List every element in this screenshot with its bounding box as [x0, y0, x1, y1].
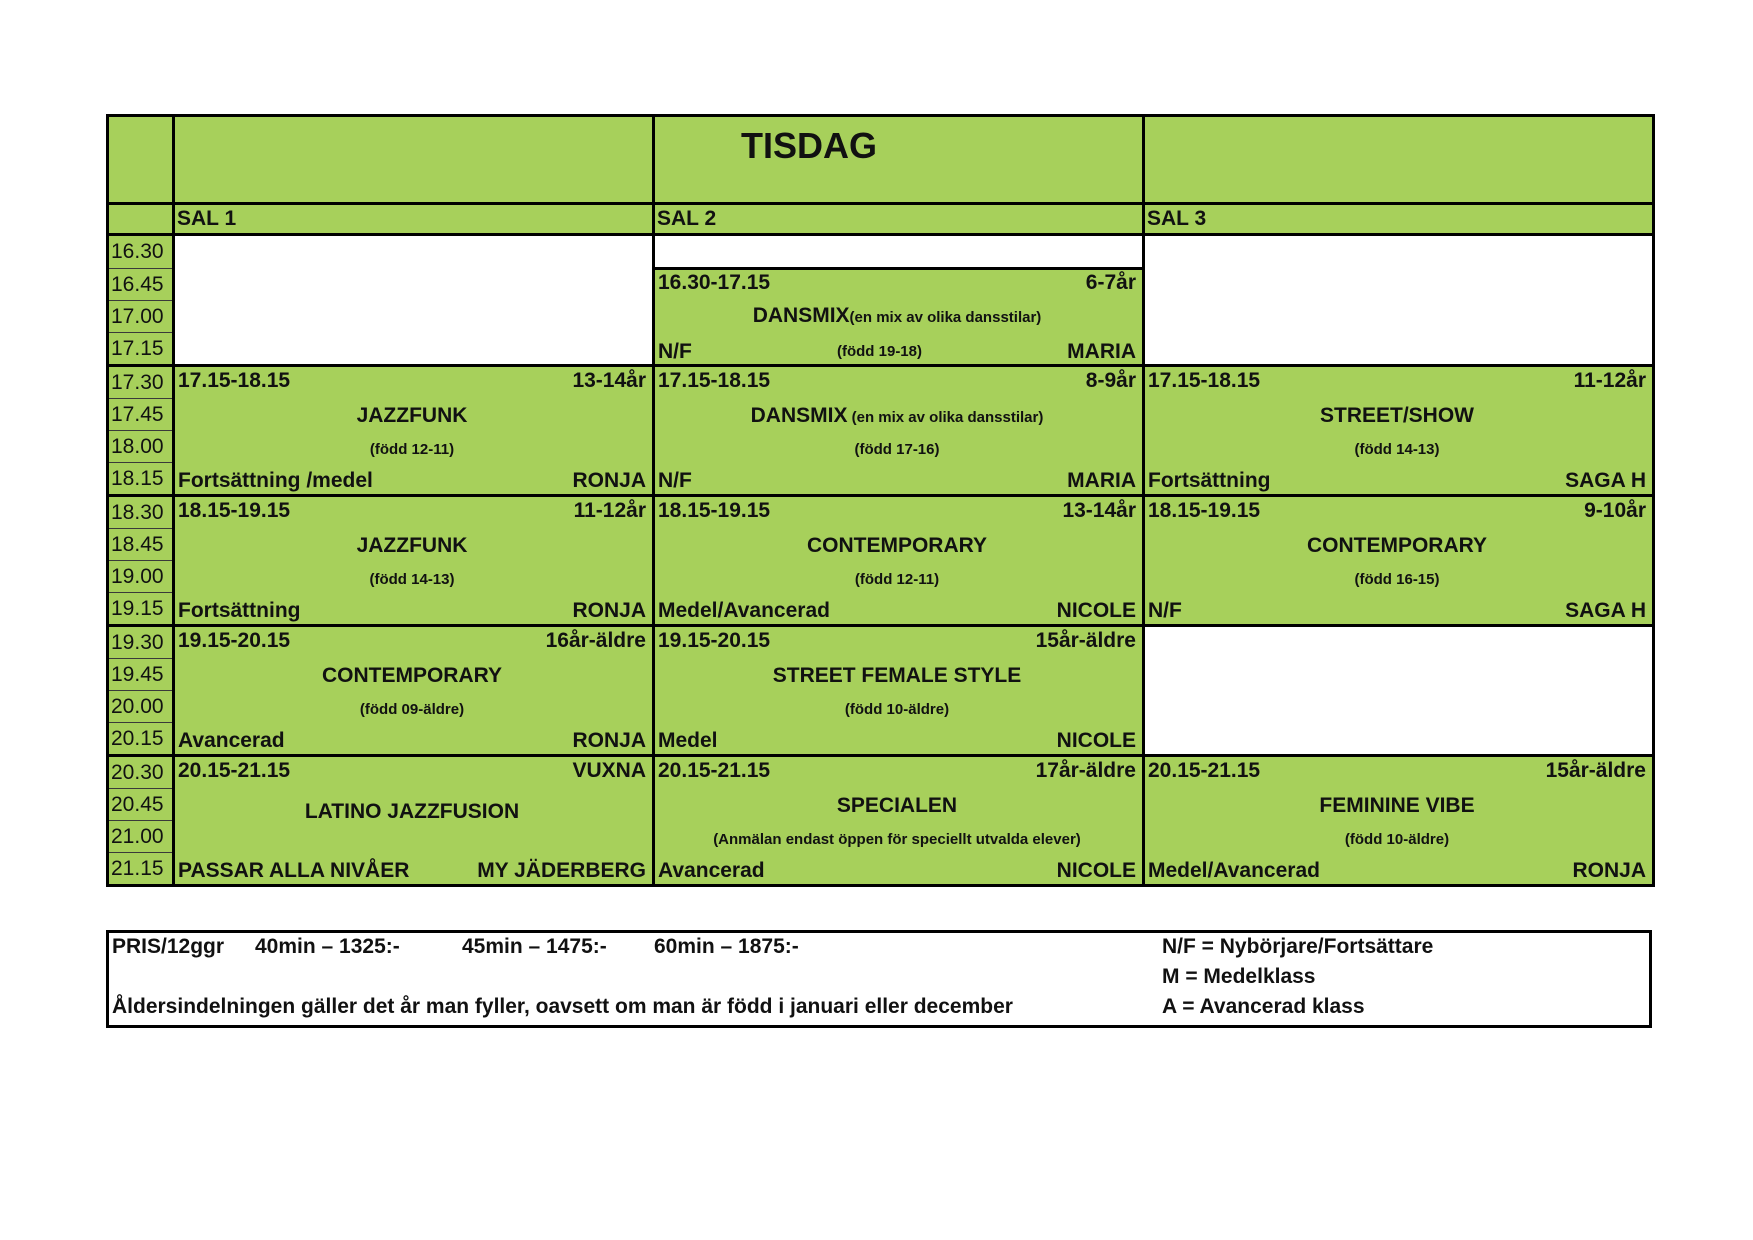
time-cell: 16.45 [108, 269, 174, 301]
time-cell: 19.45 [108, 659, 174, 691]
class-time: 18.15-19.15 [178, 498, 291, 522]
class-cell-sal1 [174, 496, 654, 626]
class-cell-sal2 [654, 366, 1144, 496]
class-name: DANSMIX [750, 403, 848, 427]
class-level: N/F [658, 339, 692, 363]
class-level: PASSAR ALLA NIVÅER [178, 858, 410, 882]
class-age: 9-10år [1584, 498, 1646, 522]
class-teacher: NICOLE [1056, 728, 1136, 752]
class-time: 19.15-20.15 [658, 628, 771, 652]
class-teacher: RONJA [572, 468, 646, 492]
price-40min: 40min – 1325:- [255, 935, 400, 958]
class-time: 17.15-18.15 [658, 368, 771, 392]
price-60min: 60min – 1875:- [654, 935, 799, 958]
class-name-note: (en mix av olika dansstilar) [849, 309, 1042, 326]
class-level: Avancerad [658, 858, 765, 882]
class-cell-sal3 [1144, 366, 1654, 496]
legend-m: M = Medelklass [1162, 965, 1316, 988]
class-born: (född 19-18) [836, 342, 922, 360]
page-title: TISDAG [741, 124, 878, 166]
class-born: (född 12-11) [854, 570, 940, 588]
class-age: 11-12år [1573, 368, 1646, 392]
class-level: Avancerad [178, 728, 285, 752]
class-born: (född 12-11) [369, 440, 455, 458]
class-cell-sal2 [654, 756, 1144, 886]
hall-header-sal2: SAL 2 [654, 204, 1144, 235]
class-cell-sal2 [654, 496, 1144, 626]
time-cell: 17.15 [108, 333, 174, 366]
class-born: (född 17-16) [854, 440, 940, 458]
class-born: (född 10-äldre) [844, 700, 950, 718]
class-teacher: RONJA [572, 598, 646, 622]
class-name: CONTEMPORARY [1306, 533, 1488, 557]
class-teacher: SAGA H [1565, 468, 1646, 492]
class-name: JAZZFUNK [356, 533, 468, 557]
time-cell: 19.15 [108, 593, 174, 626]
time-row [108, 626, 1654, 659]
class-level: Medel/Avancerad [658, 598, 830, 622]
empty-slot [654, 235, 1144, 269]
class-time: 20.15-21.15 [178, 758, 291, 782]
corner-cell [108, 116, 174, 204]
class-level: N/F [1148, 598, 1182, 622]
class-born: (född 14-13) [369, 570, 455, 588]
hall-header-sal3: SAL 3 [1144, 204, 1654, 235]
class-name-note: (en mix av olika dansstilar) [847, 408, 1044, 426]
class-level: Medel [658, 728, 718, 752]
class-time: 18.15-19.15 [658, 498, 771, 522]
time-cell: 21.15 [108, 853, 174, 886]
class-born: (född 16-15) [1354, 570, 1440, 588]
class-name: LATINO JAZZFUSION [304, 799, 520, 823]
class-level: Fortsättning /medel [178, 468, 373, 492]
class-level: Medel/Avancerad [1148, 858, 1320, 882]
hall-header-row [108, 204, 1654, 235]
time-cell: 19.00 [108, 561, 174, 593]
time-cell: 20.15 [108, 723, 174, 756]
class-age: 13-14år [572, 368, 646, 392]
class-cell-sal1 [174, 626, 654, 756]
time-row [108, 756, 1654, 789]
hall-header-corner [108, 204, 174, 235]
time-cell: 18.30 [108, 496, 174, 529]
class-age: 8-9år [1085, 368, 1136, 392]
class-age: 17år-äldre [1035, 758, 1136, 782]
schedule-table [106, 114, 1655, 887]
class-teacher: NICOLE [1056, 858, 1136, 882]
class-age: 6-7år [1085, 270, 1136, 294]
time-cell: 21.00 [108, 821, 174, 853]
class-level: Fortsättning [178, 598, 301, 622]
class-time: 20.15-21.15 [1148, 758, 1261, 782]
title-cell [654, 116, 1144, 204]
class-teacher: SAGA H [1565, 598, 1646, 622]
class-time: 19.15-20.15 [178, 628, 291, 652]
time-cell: 18.45 [108, 529, 174, 561]
class-name: STREET FEMALE STYLE [772, 663, 1022, 687]
class-name: SPECIALEN [836, 793, 958, 817]
time-row [108, 235, 1654, 269]
class-name: FEMININE VIBE [1319, 793, 1475, 817]
empty-slot [174, 235, 654, 366]
class-born: (född 10-äldre) [1344, 830, 1450, 848]
class-age: 15år-äldre [1035, 628, 1136, 652]
class-age: 16år-äldre [545, 628, 646, 652]
class-name: CONTEMPORARY [806, 533, 988, 557]
class-time: 20.15-21.15 [658, 758, 771, 782]
price-45min: 45min – 1475:- [462, 935, 607, 958]
class-name: JAZZFUNK [356, 403, 468, 427]
class-cell-sal1 [174, 366, 654, 496]
class-born: (född 09-äldre) [359, 700, 465, 718]
title-spacer-sal1 [174, 116, 654, 204]
class-teacher: MY JÄDERBERG [477, 858, 646, 882]
empty-slot [1144, 626, 1654, 756]
class-time: 17.15-18.15 [1148, 368, 1261, 392]
class-teacher: MARIA [1067, 339, 1136, 363]
class-teacher: RONJA [1572, 858, 1646, 882]
class-time: 18.15-19.15 [1148, 498, 1261, 522]
title-row [108, 116, 1654, 204]
time-row [108, 496, 1654, 529]
time-cell: 20.00 [108, 691, 174, 723]
class-born: (född 14-13) [1354, 440, 1440, 458]
time-cell: 18.00 [108, 431, 174, 463]
legend-nf: N/F = Nybörjare/Fortsättare [1162, 935, 1434, 958]
class-teacher: NICOLE [1056, 598, 1136, 622]
class-level: N/F [658, 468, 692, 492]
time-row [108, 366, 1654, 399]
time-cell: 18.15 [108, 463, 174, 496]
class-cell-sal1 [174, 756, 654, 886]
time-cell: 17.30 [108, 366, 174, 399]
title-spacer-sal3 [1144, 116, 1654, 204]
class-teacher: MARIA [1067, 468, 1136, 492]
class-cell-sal2 [654, 626, 1144, 756]
time-cell: 17.45 [108, 399, 174, 431]
class-cell-sal3 [1144, 496, 1654, 626]
legend-a: A = Avancerad klass [1162, 995, 1365, 1018]
class-time: 17.15-18.15 [178, 368, 291, 392]
price-label: PRIS/12ggr [112, 935, 225, 958]
time-cell: 20.30 [108, 756, 174, 789]
time-cell: 19.30 [108, 626, 174, 659]
price-footer [106, 930, 1652, 1028]
hall-header-sal1: SAL 1 [174, 204, 654, 235]
class-name: DANSMIX [752, 304, 850, 327]
class-age: VUXNA [572, 758, 646, 782]
class-age: 15år-äldre [1545, 758, 1646, 782]
class-cell-sal3 [1144, 756, 1654, 886]
time-cell: 20.45 [108, 789, 174, 821]
class-age: 13-14år [1062, 498, 1136, 522]
class-born: (Anmälan endast öppen för speciellt utvalda elever) [713, 830, 1081, 848]
empty-slot [1144, 235, 1654, 366]
class-level: Fortsättning [1148, 468, 1271, 492]
age-rule-note: Åldersindelningen gäller det år man fyller, oavsett om man är född i januari eller december [112, 995, 1013, 1018]
class-cell-dansmix-early [654, 269, 1144, 366]
class-age: 11-12år [573, 498, 646, 522]
class-time: 16.30-17.15 [658, 270, 771, 294]
class-name: CONTEMPORARY [321, 663, 503, 687]
time-cell: 17.00 [108, 301, 174, 333]
class-name: STREET/SHOW [1319, 403, 1474, 427]
class-teacher: RONJA [572, 728, 646, 752]
time-cell: 16.30 [108, 235, 174, 269]
